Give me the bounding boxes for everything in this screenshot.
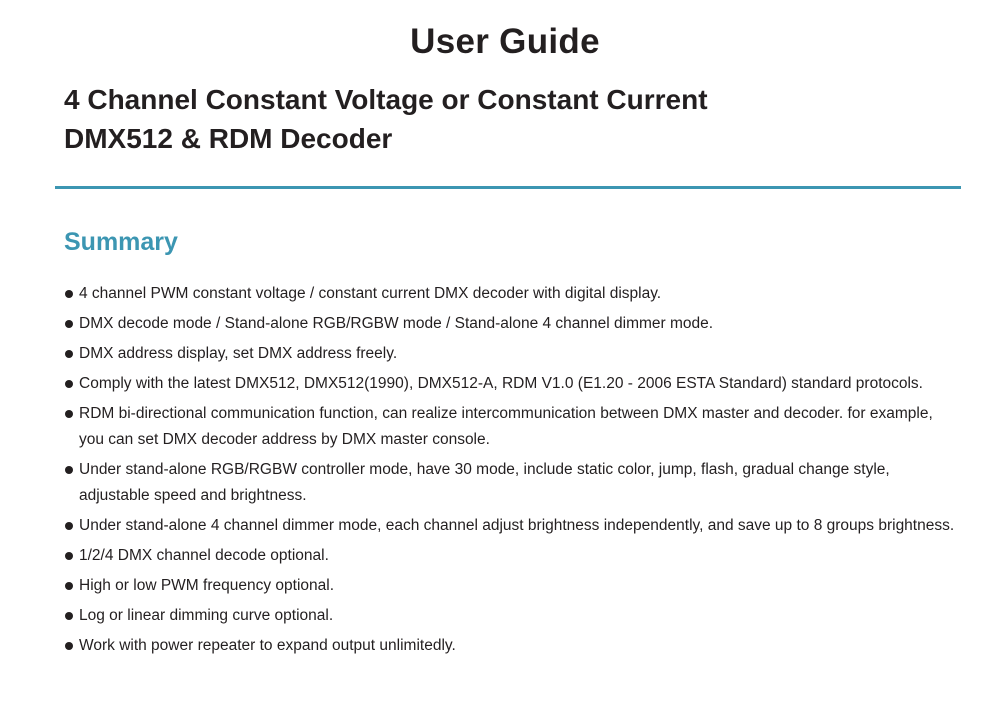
summary-item-3 — [60, 341, 960, 367]
bullet-icon — [65, 290, 73, 298]
summary-item-text: Work with power repeater to expand output unlimitedly. — [79, 637, 456, 654]
product-title-line-2: DMX512 & RDM Decoder — [64, 123, 393, 154]
bullet-icon — [65, 350, 73, 358]
summary-heading: Summary — [64, 228, 178, 256]
bullet-icon — [65, 320, 73, 328]
product-title — [64, 80, 964, 158]
summary-item-text: Comply with the latest DMX512, DMX512(1990), DMX512-A, RDM V1.0 (E1.20 - 2006 ESTA Standard) standard protocols. — [79, 375, 923, 392]
summary-item-text: RDM bi-directional communication function, can realize intercommunication between DMX master and decoder. for example, you can set DMX decoder address by DMX master console. — [79, 405, 933, 448]
bullet-icon — [65, 642, 73, 650]
bullet-icon — [65, 552, 73, 560]
summary-item-11 — [60, 633, 960, 659]
summary-item-text: 4 channel PWM constant voltage / constant current DMX decoder with digital display. — [79, 285, 662, 302]
bullet-icon — [65, 522, 73, 530]
product-title-line-1: 4 Channel Constant Voltage or Constant Current — [64, 84, 708, 115]
bullet-icon — [65, 612, 73, 620]
summary-item-text: Log or linear dimming curve optional. — [79, 607, 334, 624]
summary-item-8 — [60, 543, 960, 569]
summary-item-2 — [60, 311, 960, 337]
summary-item-7 — [60, 513, 960, 539]
summary-item-text: 1/2/4 DMX channel decode optional. — [79, 547, 329, 564]
summary-item-text: High or low PWM frequency optional. — [79, 577, 335, 594]
bullet-icon — [65, 410, 73, 418]
summary-item-1 — [60, 281, 960, 307]
summary-list — [60, 281, 960, 663]
summary-item-text: Under stand-alone RGB/RGBW controller mode, have 30 mode, include static color, jump, flash, gradual change style, adjustable speed and brightness. — [79, 461, 890, 504]
summary-item-4 — [60, 371, 960, 397]
document-title: User Guide — [410, 22, 600, 61]
summary-item-9 — [60, 573, 960, 599]
bullet-icon — [65, 380, 73, 388]
summary-item-10 — [60, 603, 960, 629]
header-divider — [55, 186, 961, 189]
summary-item-text: Under stand-alone 4 channel dimmer mode, each channel adjust brightness independently, and save up to 8 groups brightness. — [79, 517, 955, 534]
bullet-icon — [65, 466, 73, 474]
summary-item-text: DMX address display, set DMX address freely. — [79, 345, 398, 362]
summary-item-6 — [60, 457, 960, 509]
summary-item-5 — [60, 401, 960, 453]
summary-item-text: DMX decode mode / Stand-alone RGB/RGBW mode / Stand-alone 4 channel dimmer mode. — [79, 315, 714, 332]
bullet-icon — [65, 582, 73, 590]
